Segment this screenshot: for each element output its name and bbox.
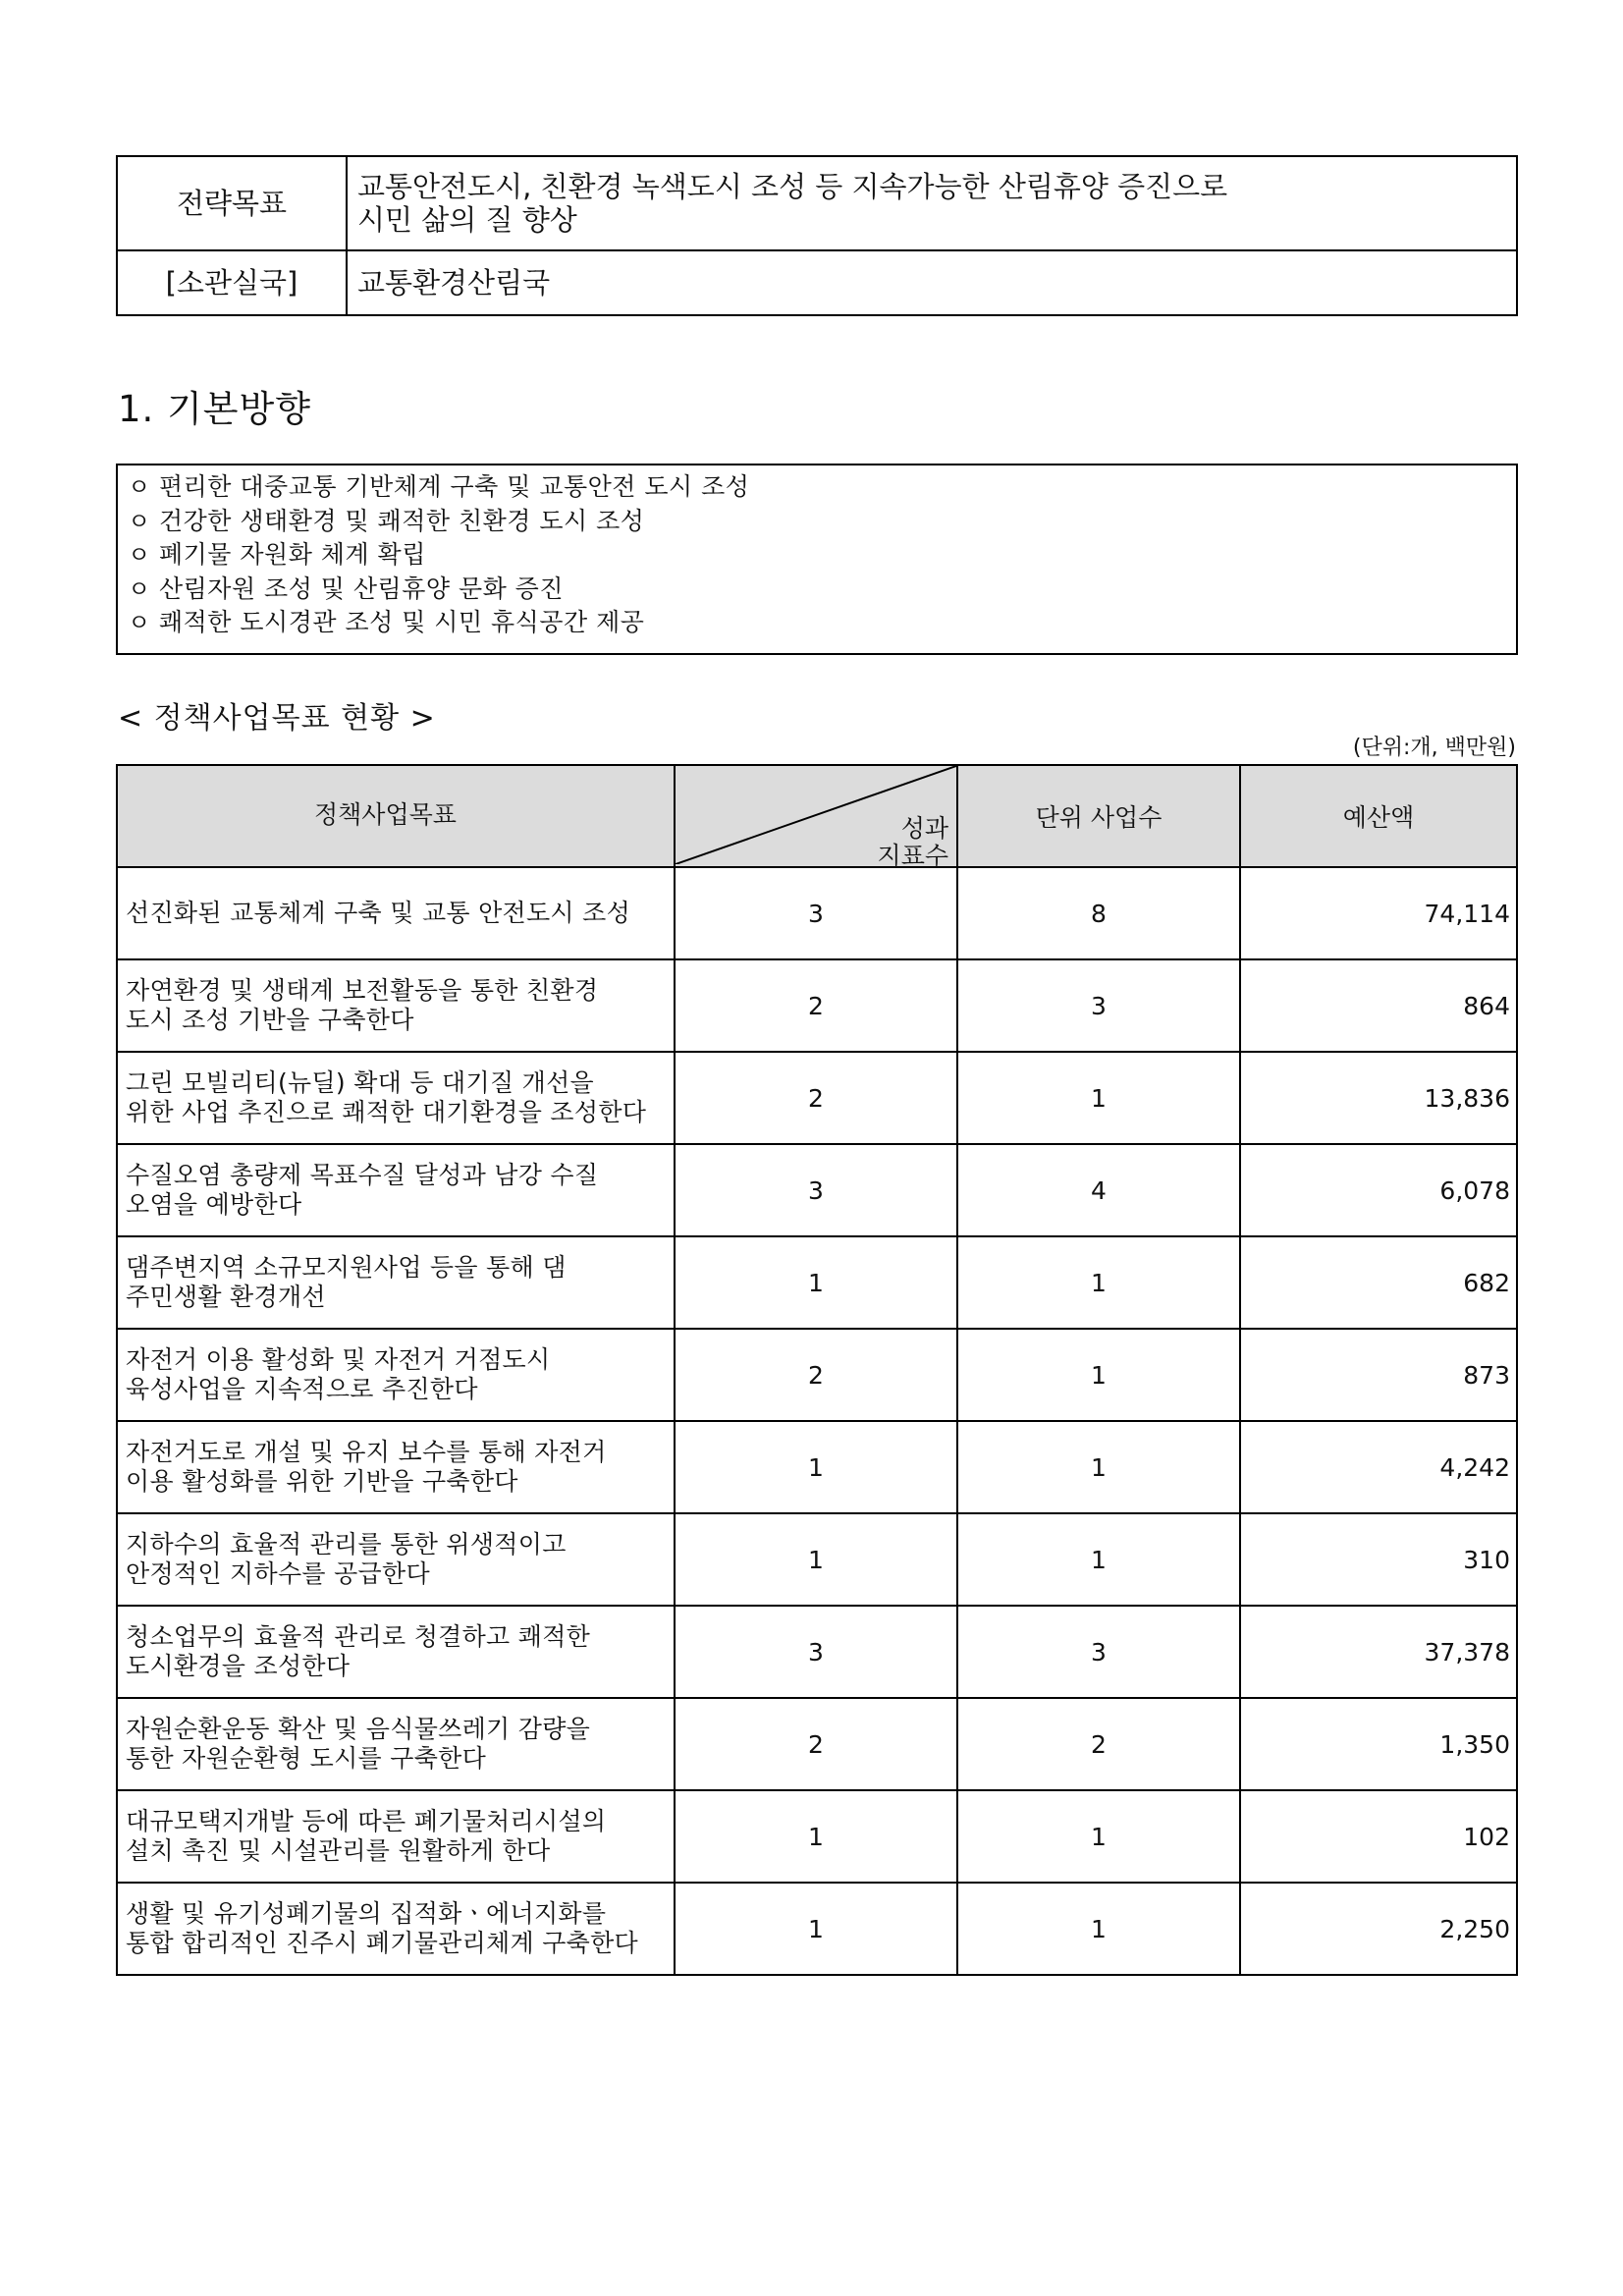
strategy-goal-label: 전략목표: [117, 156, 347, 250]
policy-goal-cell: [117, 867, 675, 959]
budget-cell: 873: [1240, 1329, 1517, 1421]
direction-item: [128, 538, 1516, 573]
header-policy-goal-label: 정책사업목표: [314, 800, 457, 829]
basic-direction-box: [116, 464, 1518, 655]
table-row: [117, 1883, 1517, 1975]
policy-goal-text: 대규모택지개발 등에 따른 폐기물처리시설의: [126, 1807, 607, 1835]
policy-goal-cell: [117, 1698, 675, 1790]
header-unit-project-count: 단위 사업수: [957, 765, 1240, 867]
header-budget: 예산액: [1240, 765, 1517, 867]
policy-goal-text: 자원순환운동 확산 및 음식물쓰레기 감량을: [126, 1715, 591, 1743]
strategy-table: [116, 155, 1518, 316]
header-indicator-label: 성과: [900, 814, 948, 843]
unit-project-count-cell: 4: [957, 1144, 1240, 1236]
section-title: 1. 기본방향: [118, 388, 312, 430]
indicator-count-cell: 3: [675, 1144, 957, 1236]
indicator-count-cell: 3: [675, 867, 957, 959]
table-row: [117, 1790, 1517, 1883]
budget-cell: 310: [1240, 1513, 1517, 1606]
unit-project-count-cell: 1: [957, 1329, 1240, 1421]
budget-cell: 13,836: [1240, 1052, 1517, 1144]
header-indicator-count: [675, 765, 957, 870]
budget-cell: 2,250: [1240, 1883, 1517, 1975]
table-row: [117, 1421, 1517, 1513]
bullet-icon: ㅇ: [128, 507, 151, 535]
indicator-count-cell: 1: [675, 1236, 957, 1329]
table-row: [117, 1606, 1517, 1698]
policy-goal-text: 수질오염 총량제 목표수질 달성과 남강 수질: [126, 1161, 599, 1189]
unit-project-count-cell: 1: [957, 1513, 1240, 1606]
policy-goal-text: 통한 자원순환형 도시를 구축한다: [126, 1744, 487, 1773]
policy-goal-text: 이용 활성화를 위한 기반을 구축한다: [126, 1467, 518, 1496]
budget-cell: 37,378: [1240, 1606, 1517, 1698]
policy-goal-text: 자전거 이용 활성화 및 자전거 거점도시: [126, 1345, 551, 1374]
policy-goal-cell: [117, 1513, 675, 1606]
table-row: [117, 1052, 1517, 1144]
policy-goal-cell: [117, 959, 675, 1052]
policy-goal-cell: [117, 1790, 675, 1883]
indicator-count-cell: 2: [675, 1698, 957, 1790]
strategy-goal-value: [347, 156, 1517, 250]
budget-cell: 6,078: [1240, 1144, 1517, 1236]
indicator-count-cell: 1: [675, 1513, 957, 1606]
indicator-count-cell: 2: [675, 959, 957, 1052]
table-row: [117, 959, 1517, 1052]
policy-goal-text: 오염을 예방한다: [126, 1190, 302, 1219]
header-indicator-label: 지표수: [877, 842, 948, 870]
unit-project-count-cell: 1: [957, 1052, 1240, 1144]
policy-goal-text: 주민생활 환경개선: [126, 1283, 326, 1311]
bullet-icon: ㅇ: [128, 473, 151, 501]
unit-project-count-cell: 1: [957, 1236, 1240, 1329]
budget-cell: 1,350: [1240, 1698, 1517, 1790]
unit-project-count-cell: 3: [957, 959, 1240, 1052]
policy-goal-text: 육성사업을 지속적으로 추진한다: [126, 1375, 478, 1403]
policy-goal-cell: [117, 1236, 675, 1329]
indicator-count-cell: 1: [675, 1421, 957, 1513]
policy-goal-text: 안정적인 지하수를 공급한다: [126, 1559, 430, 1588]
unit-project-count-cell: 1: [957, 1421, 1240, 1513]
direction-item: [128, 573, 1516, 607]
policy-goal-text: 설치 촉진 및 시설관리를 원활하게 한다: [126, 1836, 551, 1865]
policy-goals-table: [116, 764, 1518, 1976]
policy-goal-cell: [117, 1883, 675, 1975]
policy-goal-text: 선진화된 교통체계 구축 및 교통 안전도시 조성: [126, 899, 631, 927]
policy-goal-text: 통합 합리적인 진주시 폐기물관리체계 구축한다: [126, 1929, 638, 1957]
department-value: 교통환경산림국: [347, 250, 1517, 315]
header-policy-goal: [117, 765, 675, 867]
policy-goal-text: 도시환경을 조성한다: [126, 1652, 351, 1680]
bullet-icon: ㅇ: [128, 541, 151, 569]
policy-goal-cell: [117, 1606, 675, 1698]
policy-goal-text: 자연환경 및 생태계 보전활동을 통한 친환경: [126, 976, 599, 1005]
document-page: [116, 155, 1518, 1957]
policy-goal-text: 도시 조성 기반을 구축한다: [126, 1006, 414, 1034]
table-title: < 정책사업목표 현황 >: [118, 701, 436, 736]
indicator-count-cell: 1: [675, 1790, 957, 1883]
unit-project-count-cell: 8: [957, 867, 1240, 959]
policy-goal-cell: [117, 1421, 675, 1513]
policy-goal-text: 생활 및 유기성폐기물의 집적화ㆍ에너지화를: [126, 1899, 607, 1928]
direction-text: 편리한 대중교통 기반체계 구축 및 교통안전 도시 조성: [159, 472, 750, 501]
budget-cell: 74,114: [1240, 867, 1517, 959]
direction-text: 쾌적한 도시경관 조성 및 시민 휴식공간 제공: [159, 608, 645, 636]
table-row: [117, 1698, 1517, 1790]
department-label: [소관실국]: [117, 250, 347, 315]
direction-text: 건강한 생태환경 및 쾌적한 친환경 도시 조성: [159, 506, 645, 535]
unit-project-count-cell: 1: [957, 1883, 1240, 1975]
direction-text: 폐기물 자원화 체계 확립: [159, 540, 426, 569]
indicator-count-cell: 3: [675, 1606, 957, 1698]
strategy-goal-row: [117, 156, 1517, 250]
policy-goal-cell: [117, 1329, 675, 1421]
policy-goal-text: 댐주변지역 소규모지원사업 등을 통해 댐: [126, 1253, 567, 1282]
direction-item: [128, 470, 1516, 505]
table-row: [117, 867, 1517, 959]
table-row: [117, 1329, 1517, 1421]
policy-goal-text: 그린 모빌리티(뉴딜) 확대 등 대기질 개선을: [126, 1068, 594, 1097]
table-header-row: [117, 765, 1517, 867]
policy-goal-text: 청소업무의 효율적 관리로 청결하고 쾌적한: [126, 1622, 591, 1651]
strategy-goal-line: 시민 삶의 질 향상: [357, 203, 577, 237]
department-row: [117, 250, 1517, 315]
strategy-goal-line: 교통안전도시, 친환경 녹색도시 조성 등 지속가능한 산림휴양 증진으로: [357, 170, 1228, 203]
policy-goal-text: 위한 사업 추진으로 쾌적한 대기환경을 조성한다: [126, 1098, 647, 1126]
table-row: [117, 1513, 1517, 1606]
indicator-count-cell: 2: [675, 1052, 957, 1144]
policy-goal-text: 자전거도로 개설 및 유지 보수를 통해 자전거: [126, 1438, 607, 1466]
budget-cell: 4,242: [1240, 1421, 1517, 1513]
unit-project-count-cell: 3: [957, 1606, 1240, 1698]
unit-note: (단위:개, 백만원): [1352, 736, 1516, 760]
direction-text: 산림자원 조성 및 산림휴양 문화 증진: [159, 574, 564, 603]
direction-item: [128, 606, 1516, 640]
unit-project-count-cell: 1: [957, 1790, 1240, 1883]
budget-cell: 864: [1240, 959, 1517, 1052]
indicator-count-cell: 1: [675, 1883, 957, 1975]
budget-cell: 102: [1240, 1790, 1517, 1883]
direction-item: [128, 505, 1516, 539]
indicator-count-cell: 2: [675, 1329, 957, 1421]
table-row: [117, 1144, 1517, 1236]
policy-goal-text: 지하수의 효율적 관리를 통한 위생적이고: [126, 1530, 567, 1558]
policy-goal-cell: [117, 1144, 675, 1236]
table-row: [117, 1236, 1517, 1329]
unit-project-count-cell: 2: [957, 1698, 1240, 1790]
policy-goal-cell: [117, 1052, 675, 1144]
budget-cell: 682: [1240, 1236, 1517, 1329]
bullet-icon: ㅇ: [128, 609, 151, 636]
direction-list: [118, 470, 1516, 640]
table-body: [117, 867, 1517, 1975]
bullet-icon: ㅇ: [128, 574, 151, 603]
